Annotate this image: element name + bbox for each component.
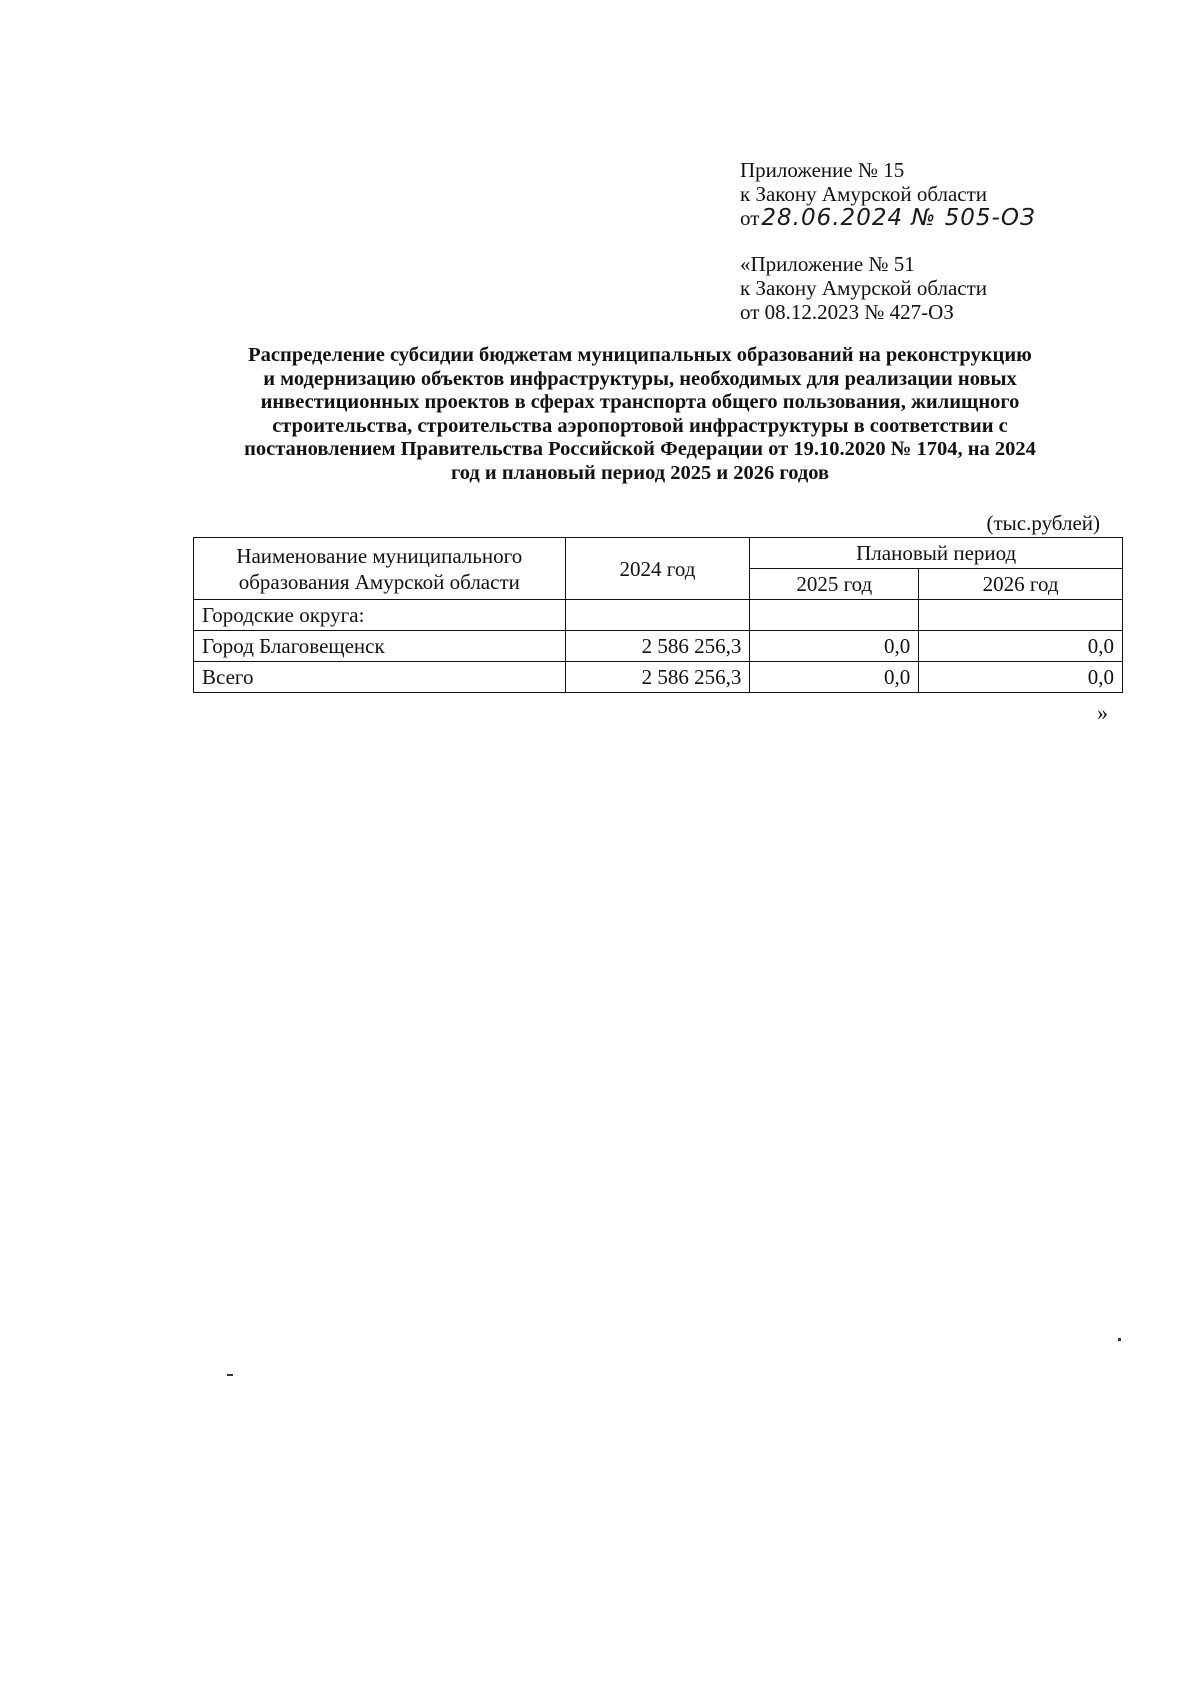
original-appendix-law-ref: к Закону Амурской области bbox=[740, 276, 988, 300]
header-municipality-line: образования Амурской области bbox=[238, 569, 520, 594]
header-municipality-line: Наименование муниципального bbox=[236, 543, 523, 568]
empty-cell bbox=[750, 600, 919, 631]
value-2026: 0,0 bbox=[919, 631, 1123, 662]
title-line: год и плановый период 2025 и 2026 годов bbox=[450, 461, 830, 484]
header-planned-period: Плановый период bbox=[750, 538, 1123, 569]
empty-cell bbox=[919, 600, 1123, 631]
section-label: Городские округа: bbox=[194, 600, 566, 631]
title-line: постановлением Правительства Российской Федерации от 19.10.2020 № 1704, на 2024 bbox=[244, 438, 1036, 460]
municipality-name: Город Благовещенск bbox=[194, 631, 566, 662]
total-2025: 0,0 bbox=[750, 662, 919, 693]
header-2025: 2025 год bbox=[750, 569, 919, 600]
title-line: и модернизацию объектов инфраструктуры, необходимых для реализации новых bbox=[263, 367, 1017, 390]
value-2025: 0,0 bbox=[750, 631, 919, 662]
units-label: (тыс.рублей) bbox=[986, 511, 1100, 535]
section-row bbox=[194, 600, 1123, 631]
scan-speck bbox=[227, 1374, 233, 1376]
value-2024: 2 586 256,3 bbox=[565, 631, 750, 662]
title-line: строительства, строительства аэропортовой инфраструктуры в соответствии с bbox=[272, 414, 1008, 437]
empty-cell bbox=[565, 600, 750, 631]
header-2026: 2026 год bbox=[919, 569, 1123, 600]
subsidy-table bbox=[193, 537, 1123, 693]
total-row bbox=[194, 662, 1123, 693]
total-label: Всего bbox=[194, 662, 566, 693]
date-prefix: от bbox=[740, 206, 760, 230]
title-line: Распределение субсидии бюджетам муниципальных образований на реконструкцию bbox=[248, 344, 1032, 366]
table-row bbox=[194, 631, 1123, 662]
original-appendix-number: «Приложение № 51 bbox=[740, 252, 915, 276]
appendix-law-ref: к Закону Амурской области bbox=[740, 182, 988, 206]
document-title bbox=[170, 344, 1110, 485]
appendix-original-block bbox=[740, 252, 987, 324]
total-2024: 2 586 256,3 bbox=[565, 662, 750, 693]
header-row bbox=[194, 538, 1123, 569]
scan-speck bbox=[1118, 1338, 1121, 1341]
header-municipality bbox=[194, 538, 566, 600]
appendix-current-block bbox=[740, 158, 1036, 230]
handwritten-date-number: 28.06.2024 № 505-ОЗ bbox=[761, 205, 1036, 231]
original-appendix-date: от 08.12.2023 № 427-ОЗ bbox=[740, 300, 954, 324]
total-2026: 0,0 bbox=[919, 662, 1123, 693]
header-2024: 2024 год bbox=[565, 538, 750, 600]
closing-quote: » bbox=[1097, 700, 1108, 725]
appendix-date-line bbox=[740, 206, 1036, 230]
appendix-number: Приложение № 15 bbox=[740, 158, 905, 182]
title-line: инвестиционных проектов в сферах транспорта общего пользования, жилищного bbox=[260, 391, 1020, 413]
